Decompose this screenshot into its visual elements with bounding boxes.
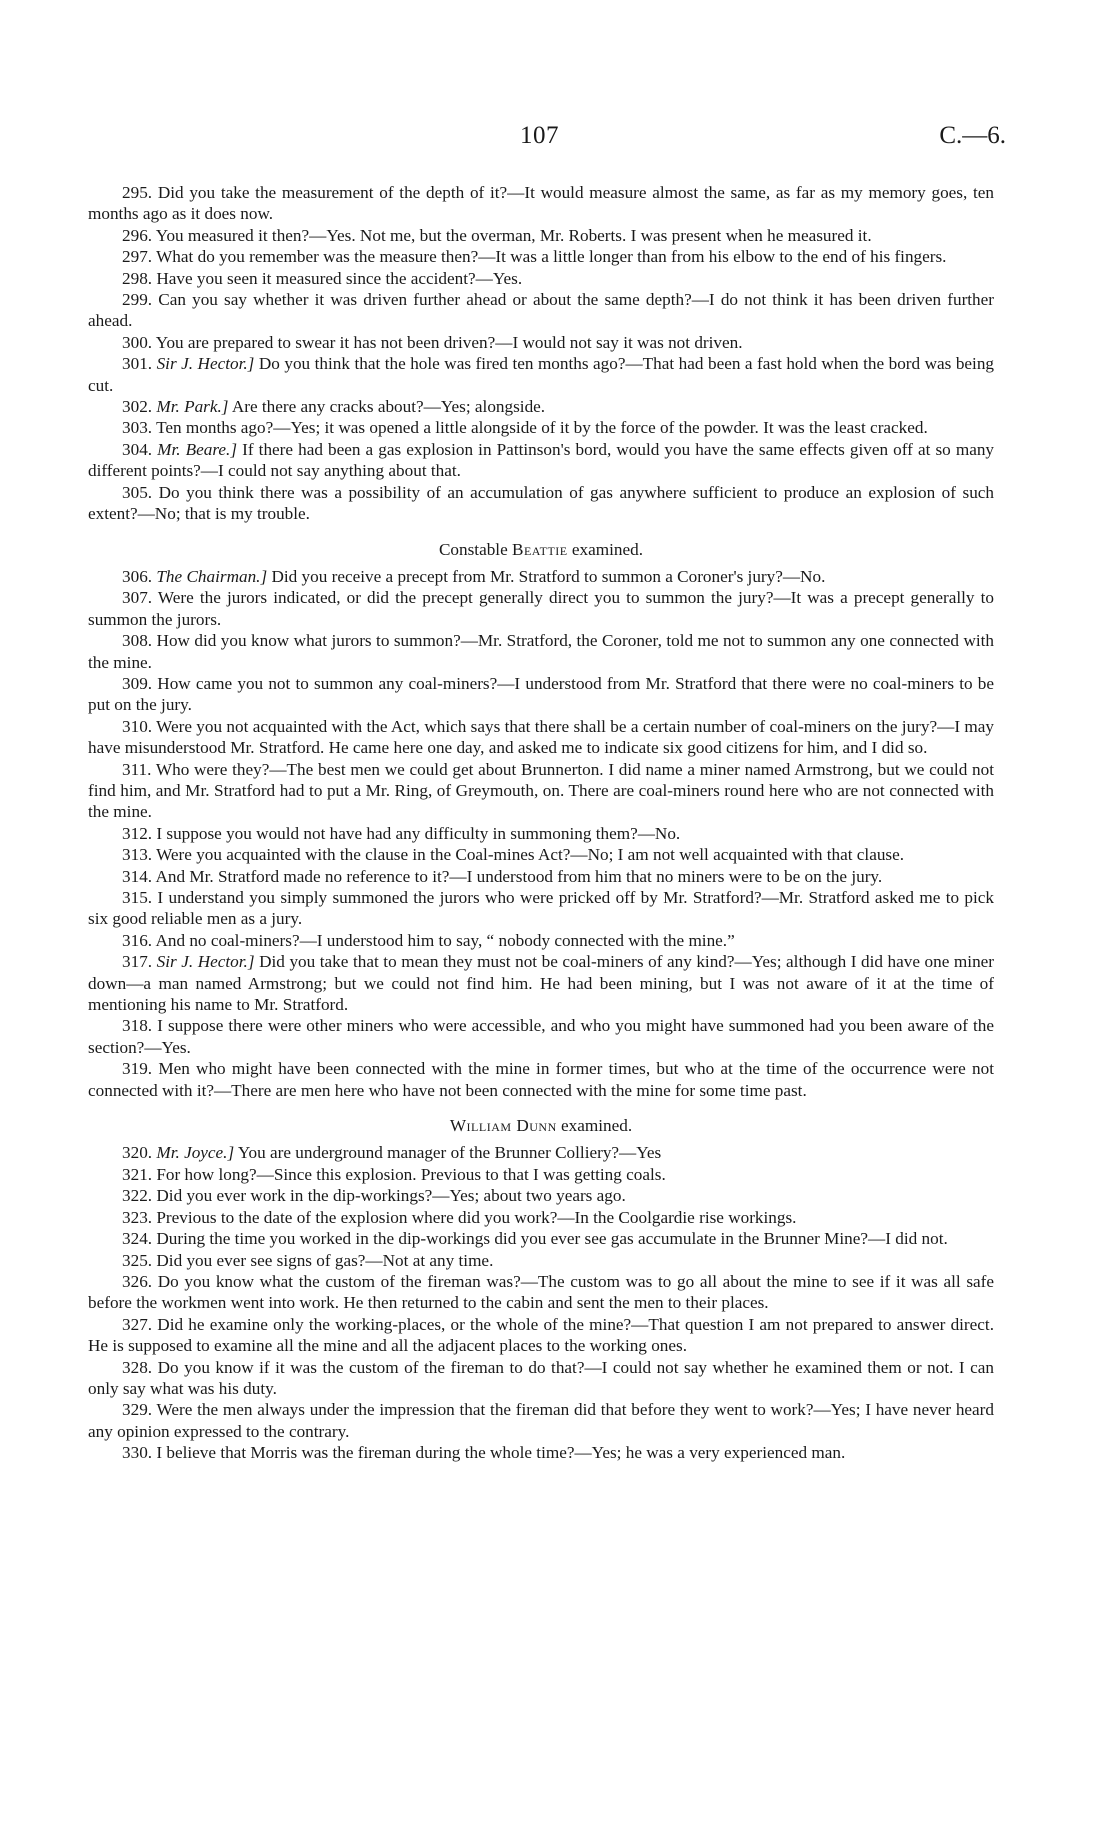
- question-text: And Mr. Stratford made no reference to it?—I understood from him that no miners were to be on the jury.: [155, 866, 883, 886]
- question-text: Did you take the measurement of the depth of it?—It would measure almost the same, as far as my memory goes, ten months ago as it does now.: [88, 183, 995, 224]
- question-number: 301.: [122, 354, 153, 374]
- question-paragraph: [88, 1314, 994, 1357]
- question-paragraph: [88, 1357, 994, 1400]
- question-number: 308.: [122, 631, 153, 651]
- question-paragraph: [88, 289, 994, 332]
- speaker-label: Sir J. Hector.]: [156, 354, 255, 374]
- question-number: 319.: [122, 1059, 153, 1079]
- question-paragraph: [88, 268, 994, 289]
- section-heading-suffix: examined.: [561, 1116, 633, 1136]
- question-number: 317.: [122, 952, 153, 972]
- question-number: 326.: [122, 1271, 153, 1291]
- question-text: Are there any cracks about?—Yes; alongside.: [231, 397, 546, 417]
- question-text: How did you know what jurors to summon?—Mr. Stratford, the Coroner, told me not to summon any one connected with the mine.: [88, 631, 995, 672]
- question-text: Ten months ago?—Yes; it was opened a little alongside of it by the force of the powder. It was the least cracked.: [156, 418, 928, 438]
- body-text: [88, 182, 994, 1464]
- question-text: I understand you simply summoned the jurors who were pricked off by Mr. Stratford?—Mr. Stratford asked me to pick six good reliable men as a jury.: [88, 888, 995, 929]
- question-number: 296.: [122, 225, 153, 245]
- question-text: Did you ever see signs of gas?—Not at any time.: [156, 1250, 494, 1270]
- question-paragraph: [88, 823, 994, 844]
- speaker-label: Mr. Beare.]: [157, 439, 238, 459]
- witness-name: Beattie: [512, 539, 568, 559]
- question-paragraph: [88, 866, 994, 887]
- question-number: 329.: [122, 1400, 153, 1420]
- question-text: Do you think there was a possibility of an accumulation of gas anywhere sufficient to produce an explosion of such extent?—No; that is my trouble.: [88, 482, 995, 524]
- question-text: You are prepared to swear it has not been driven?—I would not say it was not driven.: [155, 332, 743, 352]
- question-number: 305.: [122, 482, 153, 502]
- question-paragraph: [88, 759, 994, 823]
- question-paragraph: [88, 1271, 994, 1314]
- question-paragraph: [88, 566, 994, 587]
- question-text: You measured it then?—Yes. Not me, but the overman, Mr. Roberts. I was present when he measured it.: [155, 225, 872, 245]
- question-paragraph: [88, 1185, 994, 1206]
- question-text: Previous to the date of the explosion where did you work?—In the Coolgardie rise workings.: [156, 1207, 797, 1227]
- question-paragraph: [88, 417, 994, 438]
- question-number: 325.: [122, 1250, 153, 1270]
- question-paragraph: [88, 246, 994, 267]
- question-text: Were you not acquainted with the Act, which says that there shall be a certain number of coal-miners on the jury?—I may have misunderstood Mr. Stratford. He came here one day, and asked me to indicate six good citizens for him, and I did so.: [88, 716, 994, 758]
- section-heading-dunn: [88, 1115, 994, 1136]
- section-heading-beattie: [88, 539, 994, 560]
- question-text: I believe that Morris was the fireman during the whole time?—Yes; he was a very experienced man.: [156, 1443, 846, 1463]
- question-paragraph: [88, 396, 994, 417]
- question-number: 307.: [122, 588, 153, 608]
- question-number: 304.: [122, 439, 153, 459]
- question-paragraph: [88, 844, 994, 865]
- question-paragraph: [88, 482, 994, 525]
- speaker-label: The Chairman.]: [156, 566, 268, 586]
- question-text: Have you seen it measured since the accident?—Yes.: [156, 268, 523, 288]
- page-number: 107: [520, 122, 559, 149]
- question-number: 303.: [122, 418, 153, 438]
- question-number: 298.: [122, 268, 153, 288]
- question-text: Were the men always under the impression that the fireman did that before they went to work?—Yes; I have never heard any opinion expressed to the contrary.: [88, 1400, 994, 1441]
- question-number: 318.: [122, 1016, 153, 1036]
- question-paragraph: [88, 1442, 994, 1463]
- testimony-block-2: [88, 566, 994, 1101]
- question-text: How came you not to summon any coal-miners?—I understood from Mr. Stratford that there were no coal-miners to be put on the jury.: [88, 673, 995, 715]
- question-number: 300.: [122, 332, 153, 352]
- question-text: Did you receive a precept from Mr. Stratford to summon a Coroner's jury?—No.: [271, 566, 826, 586]
- question-number: 309.: [122, 673, 153, 693]
- question-paragraph: [88, 930, 994, 951]
- question-paragraph: [88, 1399, 994, 1442]
- question-number: 321.: [122, 1164, 153, 1184]
- witness-name: William Dunn: [449, 1116, 557, 1136]
- testimony-block-1: [88, 182, 994, 525]
- question-number: 311.: [122, 759, 152, 779]
- question-number: 328.: [122, 1357, 153, 1377]
- question-text: Did you ever work in the dip-workings?—Yes; about two years ago.: [156, 1186, 626, 1206]
- question-text: Did you take that to mean they must not be coal-miners of any kind?—Yes; although I did have one miner down—a man named Armstrong; but we could not find him. He had been mining, but I was not aware of it at the time of mentioning his name to Mr. Stratford.: [88, 952, 995, 1015]
- question-number: 310.: [122, 716, 153, 736]
- question-text: Were the jurors indicated, or did the precept generally direct you to summon the jury?—It was a precept generally to summon the jurors.: [88, 588, 994, 629]
- question-paragraph: [88, 225, 994, 246]
- question-text: For how long?—Since this explosion. Previous to that I was getting coals.: [156, 1164, 666, 1184]
- question-paragraph: [88, 1058, 994, 1101]
- question-number: 297.: [122, 247, 153, 267]
- question-paragraph: [88, 353, 994, 396]
- page-header: [0, 122, 1114, 162]
- question-paragraph: [88, 332, 994, 353]
- question-paragraph: [88, 673, 994, 716]
- question-number: 315.: [122, 888, 153, 907]
- question-number: 327.: [122, 1314, 153, 1334]
- question-text: What do you remember was the measure then?—It was a little longer than from his elbow to the end of his fingers.: [156, 247, 947, 267]
- question-number: 323.: [122, 1207, 153, 1227]
- question-text: Do you know if it was the custom of the fireman to do that?—I could not say whether he examined them or not. I can only say what was his duty.: [88, 1357, 995, 1398]
- speaker-label: Mr. Park.]: [156, 397, 229, 417]
- question-text: Men who might have been connected with the mine in former times, but who at the time of the occurrence were not connected with it?—There are men here who have not been connected with the mine for some time past.: [88, 1059, 995, 1100]
- question-text: You are underground manager of the Brunner Colliery?—Yes: [237, 1143, 662, 1163]
- question-text: Did he examine only the working-places, or the whole of the mine?—That question I am not prepared to answer direct. He is supposed to examine all the mine and all the adjacent places to the working ones.: [88, 1314, 994, 1356]
- question-number: 313.: [122, 845, 153, 865]
- question-paragraph: [88, 951, 994, 1015]
- question-number: 316.: [122, 930, 153, 950]
- question-number: 302.: [122, 397, 153, 417]
- question-paragraph: [88, 1142, 994, 1163]
- question-number: 306.: [122, 566, 153, 586]
- testimony-block-3: [88, 1142, 994, 1463]
- question-text: During the time you worked in the dip-workings did you ever see gas accumulate in the Brunner Mine?—I did not.: [156, 1229, 948, 1249]
- question-text: Do you know what the custom of the fireman was?—The custom was to go all about the mine to see if it was all safe before the workmen went into work. He then returned to the cabin and sent the men to their places.: [88, 1271, 995, 1313]
- question-paragraph: [88, 1207, 994, 1228]
- speaker-label: Mr. Joyce.]: [156, 1143, 235, 1163]
- question-number: 322.: [122, 1186, 153, 1206]
- section-heading-prefix: Constable: [438, 539, 508, 559]
- question-paragraph: [88, 630, 994, 673]
- question-text: If there had been a gas explosion in Pattinson's bord, would you have the same effects given off at so many different points?—I could not say anything about that.: [88, 439, 995, 481]
- question-paragraph: [88, 1228, 994, 1249]
- question-text: I suppose you would not have had any difficulty in summoning them?—No.: [156, 823, 681, 843]
- question-number: 324.: [122, 1229, 153, 1249]
- question-text: Do you think that the hole was fired ten months ago?—That had been a fast hold when the bord was being cut.: [88, 354, 995, 395]
- question-paragraph: [88, 887, 994, 930]
- question-paragraph: [88, 182, 994, 225]
- question-paragraph: [88, 1015, 994, 1058]
- question-paragraph: [88, 1164, 994, 1185]
- question-paragraph: [88, 1250, 994, 1271]
- section-heading-suffix: examined.: [571, 539, 644, 559]
- question-number: 320.: [122, 1143, 153, 1163]
- question-number: 314.: [122, 866, 153, 886]
- speaker-label: Sir J. Hector.]: [156, 952, 255, 972]
- question-text: Can you say whether it was driven further ahead or about the same depth?—I do not think it has been driven further ahead.: [88, 290, 995, 331]
- question-paragraph: [88, 439, 994, 482]
- question-text: Who were they?—The best men we could get about Brunnerton. I did name a miner named Armstrong, but we could not find him, and Mr. Stratford had to put a Mr. Ring, of Greymouth, on. There are coal-miners round here who are not connected with the mine.: [88, 759, 994, 822]
- question-text: And no coal-miners?—I understood him to say, “ nobody connected with the mine.”: [155, 930, 735, 950]
- question-number: 295.: [122, 183, 153, 202]
- question-number: 330.: [122, 1443, 153, 1463]
- question-number: 312.: [122, 823, 153, 843]
- question-paragraph: [88, 716, 994, 759]
- document-reference: C.—6.: [939, 122, 1006, 149]
- question-number: 299.: [122, 290, 153, 310]
- question-paragraph: [88, 587, 994, 630]
- question-text: I suppose there were other miners who were accessible, and who you might have summoned had you been aware of the section?—Yes.: [88, 1016, 994, 1057]
- question-text: Were you acquainted with the clause in the Coal-mines Act?—No; I am not well acquainted with that clause.: [156, 845, 905, 865]
